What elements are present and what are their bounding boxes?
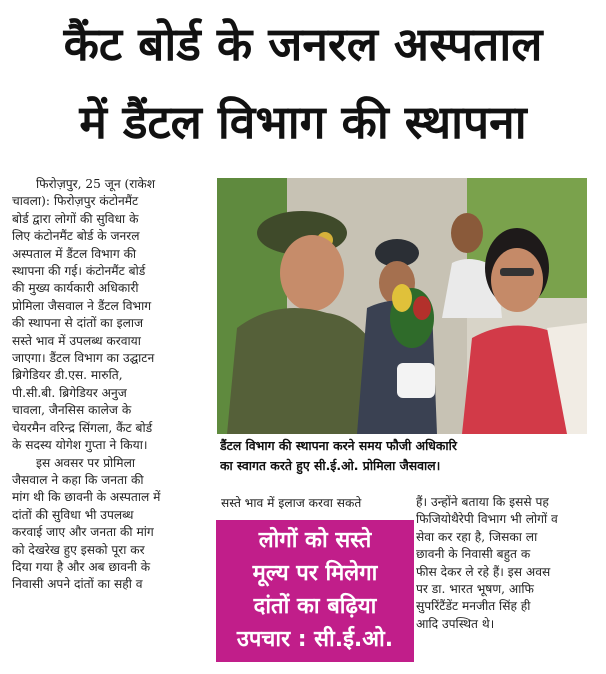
- article-line: के सदस्य योगेश गुप्ता ने किया।: [12, 438, 148, 453]
- callout-line: लोगों को सस्ते: [258, 528, 372, 553]
- article-line: जाएगा। डैंटल विभाग का उद्घाटन: [12, 351, 155, 366]
- article-line: ब्रिगेडियर डी.एस. मारुति,: [12, 368, 123, 383]
- article-line: सेवा कर रहा है, जिसका ला: [416, 529, 538, 544]
- article-line: चेयरमैन वरिन्द्र सिंगला, कैंट बोर्ड: [12, 420, 153, 435]
- article-line: सस्ते भाव में उपलब्ध करवाया: [12, 333, 141, 348]
- article-line: बोर्ड द्वारा लोगों की सुविधा के: [12, 211, 139, 226]
- article-right-column: [416, 494, 590, 633]
- article-line: लिए कंटोनमैंट बोर्ड के जनरल: [12, 229, 140, 244]
- callout-line: मूल्य पर मिलेगा: [252, 561, 378, 586]
- highlight-callout: [216, 520, 414, 662]
- article-line: दांतों की सुविधा भी उपलब्ध: [12, 507, 134, 522]
- article-line: फिजियोथैरेपी विभाग भी लोगों व: [416, 512, 558, 527]
- article-line: पी.सी.बी. ब्रिगेडियर अनुज: [12, 385, 127, 400]
- article-line: दिया गया है और अब छावनी के: [12, 559, 151, 574]
- photo-caption: [220, 436, 590, 476]
- callout-line: दांतों का बढ़िया: [253, 594, 377, 619]
- article-line: करवाई जाए और जनता की मांग: [12, 525, 154, 540]
- article-line: पर डा. भारत भूषण, आफि: [416, 582, 534, 597]
- article-line: अस्पताल में डैंटल विभाग की: [12, 246, 137, 261]
- article-line: की मुख्य कार्यकारी अधिकारी: [12, 281, 139, 296]
- article-line: मांग थी कि छावनी के अस्पताल में: [12, 490, 161, 505]
- article-line: प्रोमिला जैसवाल ने डैंटल विभाग: [12, 298, 152, 313]
- article-line: फिरोज़पुर, 25 जून (राकेश: [36, 177, 155, 191]
- article-line: चावला, जैनसिस कालेज के: [12, 403, 132, 418]
- caption-line-1: डैंटल विभाग की स्थापना करने समय फौजी अधिकारि: [220, 438, 457, 453]
- article-line: इस अवसर पर प्रोमिला: [36, 455, 136, 470]
- headline-line-1: कैंट बोर्ड के जनरल अस्पताल: [63, 17, 543, 71]
- article-line: हैं। उन्होंने बताया कि इससे पह: [416, 495, 549, 509]
- article-line: छावनी के निवासी बहुत क: [416, 547, 531, 562]
- news-photo-illustration: [217, 178, 587, 434]
- article-line: जैसवाल ने कहा कि जनता की: [12, 472, 144, 487]
- article-line: सुपरिंटैंडेंट मनजीत सिंह ही: [416, 599, 531, 614]
- article-left-column: [12, 176, 212, 594]
- article-middle-line: सस्ते भाव में इलाज करवा सकते: [221, 496, 362, 510]
- article-line: फीस देकर ले रहे हैं। इस अवस: [416, 564, 551, 579]
- news-photo: [217, 178, 587, 434]
- article-line: स्थापना की गई। कंटोनमैंट बोर्ड: [12, 264, 146, 279]
- caption-line-2: का स्वागत करते हुए सी.ई.ओ. प्रोमिला जैसवाल।: [220, 458, 441, 473]
- headline-line-2: में डैंटल विभाग की स्थापना: [79, 95, 527, 149]
- article-line: की स्थापना से दांतों का इलाज: [12, 316, 144, 331]
- article-line: को देखरेख हुए इसको पूरा कर: [12, 542, 145, 557]
- article-line: चावला): फिरोज़पुर कंटोनमैंट: [12, 194, 139, 209]
- article-line: आदि उपस्थित थे।: [416, 616, 495, 631]
- article-line: निवासी अपने दांतों का सही व: [12, 577, 143, 592]
- callout-line: उपचार : सी.ई.ओ.: [236, 627, 394, 652]
